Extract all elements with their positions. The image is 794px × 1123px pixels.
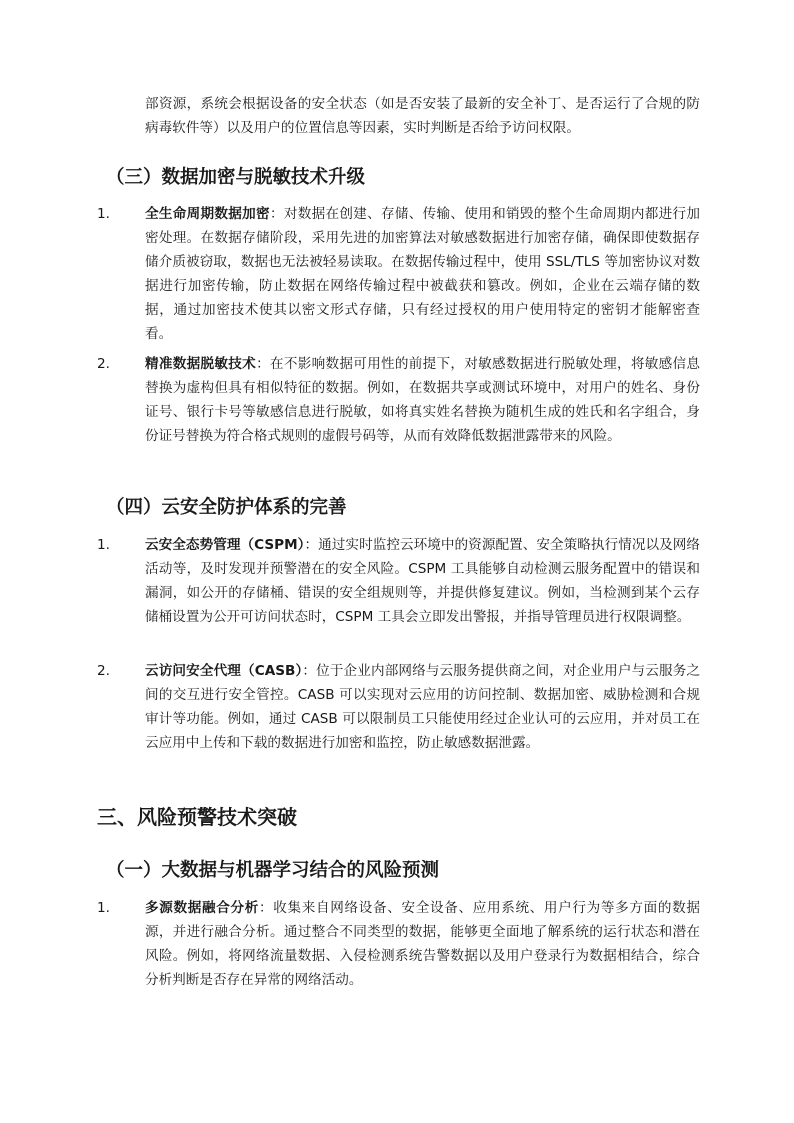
list-item-term: 云访问安全代理（CASB） — [145, 663, 303, 679]
list-item-text — [145, 896, 700, 992]
list-number: 2. — [97, 663, 110, 679]
list-item-term: 精准数据脱敏技术 — [145, 356, 257, 372]
list-item-text — [145, 533, 700, 629]
list-item-text — [145, 352, 700, 448]
list-item-body: ：在不影响数据可用性的前提下，对敏感数据进行脱敏处理，将敏感信息替换为虚构但具有相似特征的数据。例如，在数据共享或测试环境中，对用户的姓名、身份证号、银行卡号等敏感信息进行脱敏，如将真实姓名替换为随机生成的姓氏和名字组合，身份证号替换为符合格式规则的虚假号码等，从而有效降低数据泄露带来的风险。 — [145, 356, 701, 444]
list-item-body: ：位于企业内部网络与云服务提供商之间，对企业用户与云服务之间的交互进行安全管控。CASB 可以实现对云应用的访问控制、数据加密、威胁检测和合规审计等功能。例如，通过 CASB 可以限制员工只能使用经过企业认可的云应用，并对员工在云应用中上传和下载的数据进行加密和监控，防止敏感数据泄露。 — [145, 663, 700, 751]
section-heading-big-data: （一）大数据与机器学习结合的风险预测 — [106, 860, 440, 881]
list-number: 1. — [97, 900, 110, 916]
list-item-body: ：对数据在创建、存储、传输、使用和销毁的整个生命周期内都进行加密处理。在数据存储阶段，采用先进的加密算法对敏感数据进行加密存储，确保即使数据存储介质被窃取，数据也无法被轻易读取。在数据传输过程中，使用 SSL/TLS 等加密协议对数据进行加密传输，防止数据在网络传输过程中被截获和篡改。例如，企业在云端存储的数据，通过加密技术使其以密文形式存储，只有经过授权的用户使用特定的密钥才能解密查看。 — [145, 206, 701, 342]
list-item-term: 云安全态势管理（CSPM） — [145, 537, 305, 553]
list-item-text — [145, 659, 700, 755]
list-item-text — [145, 202, 700, 346]
list-number: 2. — [97, 356, 110, 372]
list-number: 1. — [97, 537, 110, 553]
list-item-term: 全生命周期数据加密 — [145, 206, 270, 222]
chapter-heading-risk-warning: 三、风险预警技术突破 — [97, 805, 297, 829]
section-heading-data-encryption: （三）数据加密与脱敏技术升级 — [106, 167, 366, 188]
list-item-body: ：收集来自网络设备、安全设备、应用系统、用户行为等多方面的数据源，并进行融合分析。通过整合不同类型的数据，能够更全面地了解系统的运行状态和潜在风险。例如，将网络流量数据、入侵检测系统告警数据以及用户登录行为数据相结合，综合分析判断是否存在异常的网络活动。 — [145, 900, 701, 988]
list-item-body: ：通过实时监控云环境中的资源配置、安全策略执行情况以及网络活动等，及时发现并预警潜在的安全风险。CSPM 工具能够自动检测云服务配置中的错误和漏洞，如公开的存储桶、错误的安全组规则等，并提供修复建议。例如，当检测到某个云存储桶设置为公开可访问状态时，CSPM 工具会立即发出警报，并指导管理员进行权限调整。 — [145, 537, 700, 625]
list-number: 1. — [97, 206, 110, 222]
intro-paragraph: 部资源，系统会根据设备的安全状态（如是否安装了最新的安全补丁、是否运行了合规的防病毒软件等）以及用户的位置信息等因素，实时判断是否给予访问权限。 — [145, 96, 700, 136]
section-heading-cloud-security: （四）云安全防护体系的完善 — [106, 497, 347, 518]
list-item-term: 多源数据融合分析 — [145, 900, 259, 916]
